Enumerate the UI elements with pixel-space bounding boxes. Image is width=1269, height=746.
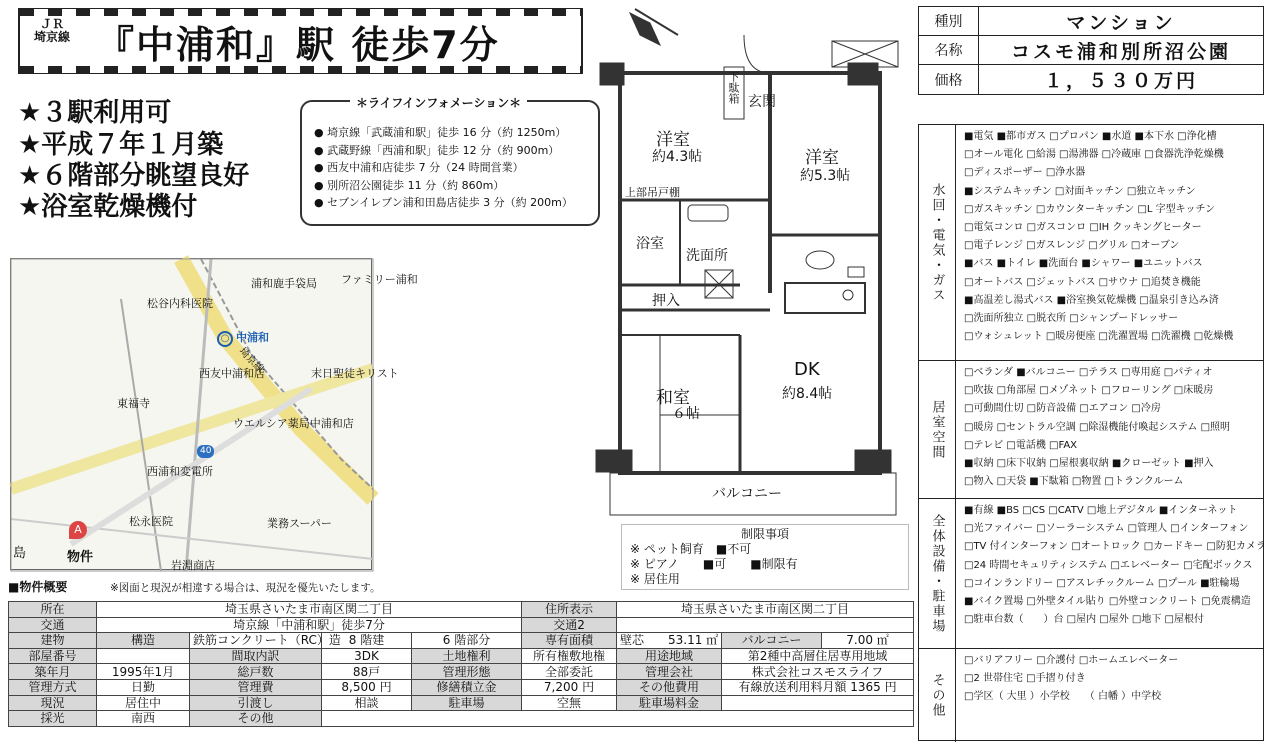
outline-value-cell: 3DK [322,648,412,664]
feature-1: ★３駅利用可 [18,98,172,128]
restrictions-box [621,524,909,590]
outline-label-cell: 駐車場 [412,695,522,711]
outline-value-cell: 壁芯 53.11 ㎡ [617,633,722,649]
room-western-1-size: 約4.3帖 [652,149,703,165]
outline-label-cell: 交通 [9,617,97,633]
equipment-line: ■システムキッチン □対面キッチン □独立キッチン [964,185,1196,197]
map-label-island: 島 [13,546,27,561]
summary-value: マンション [1066,11,1176,34]
map-label-hospital: 松永医院 [129,515,173,528]
equipment-line: □ベランダ ■バルコニー □テラス □専用庭 □パティオ [964,367,1213,378]
outline-value-cell: 全部委託 [522,664,617,680]
equipment-line: ■バス ■トイレ ■洗面台 ■シャワー ■ユニットバス [964,258,1203,270]
equipment-line: □電子レンジ □ガスレンジ □グリル □オーブン [964,240,1180,252]
outline-row [9,648,914,664]
outline-value-cell [722,695,914,711]
section-label: その他 [919,649,956,742]
outline-label-cell: 所在 [9,602,97,618]
line-name: 埼京線 [34,30,71,45]
outline-label-cell: 土地権利 [412,648,522,664]
closet-label: 押入 [652,293,680,309]
summary-label: 種別 [919,7,979,35]
section-body [964,502,1266,629]
outline-value-cell [617,617,914,633]
outline-row [9,602,914,618]
map-label-substation: 西浦和変電所 [147,465,213,478]
shoe-cabinet-label: 下駄箱 [727,71,740,104]
equipment-line: ■収納 □床下収納 □屋根裏収納 ■クローゼット ■押入 [964,458,1214,470]
outline-value-cell: 1995年1月 [97,664,190,680]
lifeline-item: ● 武蔵野線「西浦和駅」徒歩 12 分（約 900m） [314,143,560,157]
route-40-marker: 40 [197,445,214,458]
equipment-line: □学区（ 大里 ）小学校 （ 白幡 ）中学校 [964,691,1162,703]
entrance-label: 玄関 [748,94,776,110]
summary-row-price [919,65,1263,94]
section-label: 全体設備・駐車場 [919,499,956,648]
equipment-line: □コインランドリー □アスレチックルーム □プール ■駐輪場 [964,577,1240,589]
outline-value-cell: 88戸 [322,664,412,680]
property-pin-icon: A [69,521,87,539]
outline-label-cell: 修繕積立金 [412,679,522,695]
outline-label-cell: 引渡し [190,695,322,711]
room-western-2: 洋室 [805,148,839,168]
outline-row [9,711,914,727]
map-label-shop: 岩淵商店 [171,559,215,572]
section-label: 水回・電気・ガス [919,125,956,360]
outline-value-cell: 日勤 [97,679,190,695]
equipment-section-building [919,499,1266,649]
summary-table [918,6,1264,95]
lifeline-title: ＊ライフインフォメーション＊ [350,94,527,111]
equipment-line: □TV 付インターフォン □オートロック □カードキー □防犯カメラ [964,541,1266,553]
equipment-line: ■電気 ■都市ガス □プロパン ■水道 ■本下水 □浄化槽 [964,131,1217,142]
feature-3: ★６階部分眺望良好 [18,161,250,191]
floor-plan [590,5,915,518]
section-body [964,652,1259,707]
outline-label-cell: 構造 [97,633,190,649]
equipment-line: □テレビ □電話機 □FAX [964,439,1078,451]
outline-value-cell: 有線放送利用料月額 1365 円 [722,679,914,695]
outline-label-cell: 住所表示 [522,602,617,618]
outline-value-cell [322,711,914,727]
equipment-section-rooms [919,361,1263,499]
room-japanese: 和室 [656,388,690,408]
outline-value-cell: 居住中 [97,695,190,711]
equipment-line: □オール電化 □給湯 □湯沸器 □冷蔵庫 □食器洗浄乾燥機 [964,149,1224,161]
outline-value-cell: 7.00 ㎡ [822,633,914,649]
outline-value-cell [97,648,190,664]
outline-label-cell: 建物 [9,633,97,649]
outline-value-cell: 所有権敷地権 [522,648,617,664]
map-label-post: 浦和鹿手袋局 [251,277,317,290]
map-label-church: 末日聖徒キリスト [311,367,399,380]
outline-value-cell: 株式会社コスモスライフ [722,664,914,680]
room-dk-size: 約8.4帖 [782,386,833,402]
equipment-line: □光ファイバー □ソーラーシステム □管理人 □インターフォン [964,523,1249,535]
map-label-temple: 東福寺 [117,397,150,410]
property-outline-table [8,601,914,727]
equipment-line: □物入 □天袋 ■下駄箱 □物置 □トランクルーム [964,476,1184,488]
outline-label-cell: その他 [190,711,322,727]
room-western-2-size: 約5.3帖 [800,168,851,184]
outline-label-cell: 駐車場料金 [617,695,722,711]
outline-label-cell: 部屋番号 [9,648,97,664]
summary-row-type [919,7,1263,36]
outline-label-cell: 間取内訳 [190,648,322,664]
outline-row [9,633,914,649]
outline-value-cell: 空無 [522,695,617,711]
room-dk: DK [794,359,820,380]
outline-label-cell: バルコニー [722,633,822,649]
section-body [964,128,1259,346]
equipment-section-utilities [919,125,1263,361]
cabinet-label: 上部吊戸棚 [625,186,680,199]
outline-label-cell: 交通2 [522,617,617,633]
map-label-supermarket: 業務スーパー [267,517,332,530]
lifeline-box [300,100,600,226]
outline-label-cell: 採光 [9,711,97,727]
outline-value-cell: 鉄筋コンクリート（RC）造 [190,633,322,649]
room-western-1: 洋室 [656,130,690,150]
equipment-line: □洗面所独立 □脱衣所 □シャンプードレッサー [964,313,1179,325]
jr-label: ＪＲ [40,17,65,31]
map-station-label: ○ 中浦和 [217,329,269,347]
outline-label-cell: 築年月 [9,664,97,680]
lifeline-item: ● 別所沼公園徒歩 11 分（約 860m） [314,178,505,192]
outline-value-cell: 埼京線「中浦和駅」徒歩7分 [97,617,522,633]
equipment-line: □バリアフリー □介護付 □ホームエレベーター [964,655,1179,666]
outline-label-cell: 用途地域 [617,648,722,664]
map-label-clinic: 松谷内科医院 [147,297,213,310]
section-label: 居室空間 [919,361,956,498]
outline-value-cell: 8,500 円 [322,679,412,695]
feature-4: ★浴室乾燥機付 [18,192,198,222]
equipment-line: □駐車台数（ ）台 □屋内 □屋外 □地下 □屋根付 [964,614,1204,626]
map-label-seiyu: 西友中浦和店 [199,367,265,380]
summary-value: １，５３０万円 [1043,70,1198,92]
map-label-welcia: ウエルシア薬局中浦和店 [233,417,354,430]
restriction-piano: ※ ピアノ ■可 ■制限有 [630,557,798,571]
equipment-line: □吹抜 □角部屋 □メゾネット □フローリング □床暖房 [964,385,1214,397]
equipment-line: □可動間仕切 □防音設備 □エアコン □冷房 [964,403,1161,415]
equipment-line: □ウォシュレット □暖房便座 □洗濯置場 □洗濯機 □乾燥機 [964,331,1234,343]
equipment-line: □オートバス □ジェットバス □サウナ □追焚き機能 [964,276,1201,288]
area-map [10,258,418,572]
outline-value-cell: 埼玉県さいたま市南区関二丁目 [617,602,914,618]
outline-value-cell: 第2種中高層住居専用地域 [722,648,914,664]
outline-label-cell: 総戸数 [190,664,322,680]
equipment-line: □電気コンロ □ガスコンロ □IH クッキングヒーター [964,222,1202,234]
summary-value: コスモ浦和別所沼公園 [1010,40,1231,63]
balcony-label: バルコニー [712,486,782,502]
equipment-line: ■有線 ■BS □CS □CATV □地上デジタル ■インターネット [964,505,1238,516]
equipment-line: □暖房 □セントラル空調 □除湿機能付喚起システム □照明 [964,421,1231,433]
equipment-table [918,124,1264,741]
summary-row-name [919,36,1263,65]
outline-label-cell: 管理方式 [9,679,97,695]
restriction-pet: ※ ペット飼育 ■不可 [630,542,752,556]
equipment-line: □ディスポーザー □浄水器 [964,167,1086,179]
outline-note: ※図面と現況が相違する場合は、現況を優先いたします。 [110,582,381,594]
map-label-family: ファミリー浦和 [341,273,418,286]
outline-row [9,695,914,711]
outline-label-cell: 管理会社 [617,664,722,680]
outline-row [9,664,914,680]
outline-value-cell: 南西 [97,711,190,727]
restriction-residential: ※ 居住用 [630,572,680,586]
restrictions-title: 制限事項 [740,527,789,541]
outline-label-cell: 現況 [9,695,97,711]
floor-plan-walls [590,5,915,518]
lifeline-item: ● セブンイレブン浦和田島店徒歩 3 分（約 200m） [314,196,573,209]
outline-row [9,679,914,695]
station-title: 『中浦和』駅 徒歩7分 [96,23,500,67]
equipment-line: □24 時間セキュリティシステム □エレベーター □宅配ボックス [964,559,1253,571]
summary-label: 名称 [919,36,979,64]
equipment-section-other [919,649,1263,742]
outline-label-cell: その他費用 [617,679,722,695]
feature-2: ★平成７年１月築 [18,130,224,160]
lifeline-item: ● 西友中浦和店徒歩 7 分（24 時間営業） [314,161,524,174]
room-bath: 浴室 [636,236,664,252]
outline-label-cell: 専有面積 [522,633,617,649]
line-label [34,18,70,44]
room-japanese-size: ６帖 [672,406,700,422]
section-body [964,364,1259,491]
room-washroom: 洗面所 [686,248,728,264]
outline-title: ■物件概要 [8,580,68,594]
outline-label-cell: 管理費 [190,679,322,695]
lifeline-item: ● 埼京線「武蔵浦和駅」徒歩 16 分（約 1250m） [314,126,567,139]
outline-value-cell: 6 階部分 [412,633,522,649]
equipment-line: ■高温差し湯式バス ■浴室換気乾燥機 □温泉引き込み済 [964,294,1219,306]
equipment-line: □ガスキッチン □カウンターキッチン □L 字型キッチン [964,203,1215,215]
summary-label: 価格 [919,65,979,94]
equipment-line: ■バイク置場 □外壁タイル貼り □外壁コンクリート □免震構造 [964,596,1251,608]
outline-value-cell: 埼玉県さいたま市南区関二丁目 [97,602,522,618]
outline-value-cell: 相談 [322,695,412,711]
equipment-line: □2 世帯住宅 □手摺り付き [964,673,1086,685]
outline-value-cell: 8 階建 [322,633,412,649]
outline-row [9,617,914,633]
outline-label-cell: 管理形態 [412,664,522,680]
map-label-property: 物件 [67,550,94,565]
map-label-line: 埼京線 [236,346,266,375]
outline-value-cell: 7,200 円 [522,679,617,695]
